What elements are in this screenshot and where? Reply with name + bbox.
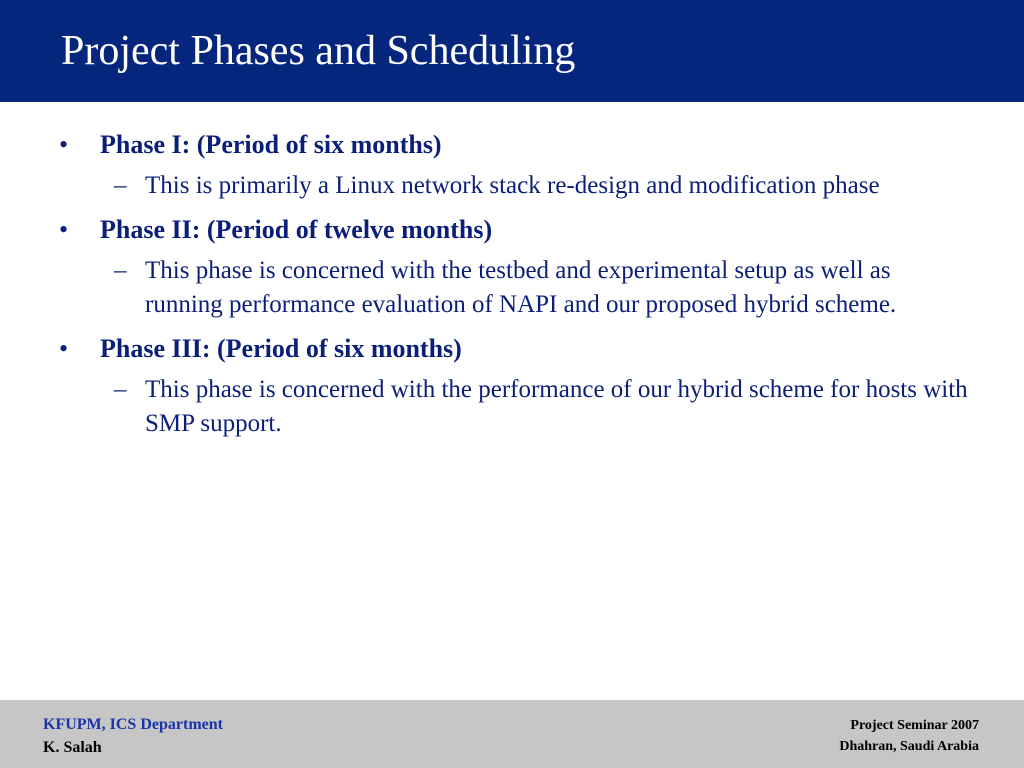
sub-bullet-marker: –	[114, 172, 127, 199]
bullet-heading: Phase I: (Period of six months)	[100, 130, 442, 159]
footer-location: Dhahran, Saudi Arabia	[839, 739, 979, 754]
bullet-phase-2	[59, 212, 970, 248]
sub-bullet-text: This is primarily a Linux network stack re-design and modification phase	[145, 172, 880, 199]
bullet-heading: Phase III: (Period of six months)	[100, 333, 462, 363]
slide-title: Project Phases and Scheduling	[61, 28, 576, 74]
sub-bullet-marker: –	[114, 375, 127, 403]
sub-bullet-phase-1	[114, 169, 970, 204]
bullet-phase-3	[59, 331, 970, 367]
footer-right	[839, 715, 979, 757]
footer-left	[43, 713, 223, 759]
bullet-phase-1	[59, 127, 970, 163]
sub-bullet-text: This phase is concerned with the testbed and experimental setup as well as running performance evaluation of NAPI and our proposed hybrid scheme.	[145, 256, 897, 318]
slide-content	[0, 127, 1024, 442]
bullet-marker: •	[59, 333, 69, 363]
footer-event: Project Seminar 2007	[850, 718, 979, 733]
sub-bullet-text: This phase is concerned with the performance of our hybrid scheme for hosts with SMP support.	[145, 375, 968, 437]
footer-bar	[0, 700, 1024, 768]
title-bar	[0, 0, 1024, 102]
sub-bullet-phase-3	[114, 373, 970, 442]
sub-bullet-phase-2	[114, 254, 970, 323]
footer-department: KFUPM, ICS Department	[43, 716, 223, 733]
bullet-heading: Phase II: (Period of twelve months)	[100, 214, 493, 244]
sub-bullet-marker: –	[114, 256, 127, 284]
footer-author: K. Salah	[43, 739, 102, 756]
bullet-marker: •	[59, 130, 69, 159]
bullet-marker: •	[59, 214, 69, 244]
